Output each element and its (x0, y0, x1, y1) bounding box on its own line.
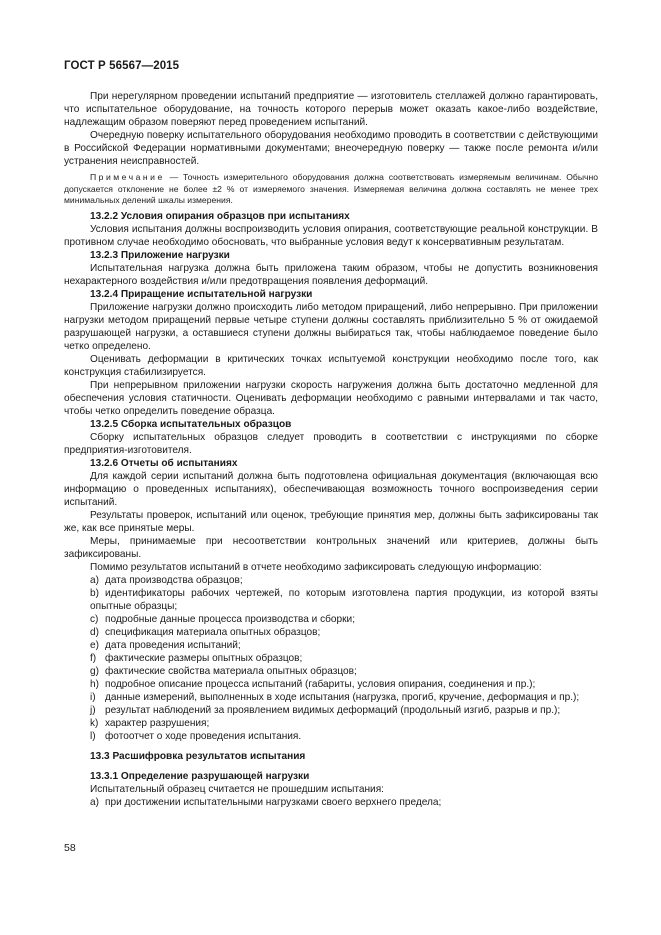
section-heading-13-2-6: 13.2.6 Отчеты об испытаниях (90, 457, 238, 469)
list-marker: d) (90, 626, 99, 638)
list-item-text: данные измерений, выполненных в ходе испытания (нагрузка, прогиб, кручение, деформация и пр.); (105, 691, 580, 703)
list-item-text: при достижении испытательными нагрузками своего верхнего предела; (105, 796, 442, 808)
list-item (64, 691, 598, 704)
list-marker: f) (90, 652, 97, 664)
paragraph: Испытательный образец считается не прошедшим испытания: (90, 783, 384, 795)
paragraph: Для каждой серии испытаний должна быть подготовлена официальная документация (включающая всю информацию о проведенных испытаниях), обеспечивающая возможность точного воспроизведения серии испытаний. (64, 470, 598, 508)
list-item (64, 796, 598, 809)
list-item-text: фактические размеры опытных образцов; (105, 652, 303, 664)
list-item (64, 639, 598, 652)
list-item (64, 730, 598, 743)
paragraph: Приложение нагрузки должно происходить либо методом приращений, либо непрерывно. При приложении нагрузки методом приращений первые четыре ступени должны составлять приблизительно 5 % от ожидаемой разрушающей нагрузки, а оставшиеся ступени должны выбираться так, чтобы наблюдаемое поведение было четко определено. (64, 301, 598, 352)
paragraph: Меры, принимаемые при несоответствии контрольных значений или критериев, должны быть зафиксированы. (64, 535, 598, 560)
document-header: ГОСТ Р 56567—2015 (64, 60, 180, 72)
list-item (64, 613, 598, 626)
section-heading-13-2-2: 13.2.2 Условия опирания образцов при испытаниях (90, 210, 350, 222)
page-number: 58 (64, 842, 76, 854)
list-marker: l) (90, 730, 96, 742)
report-info-list (64, 574, 598, 743)
list-item (64, 665, 598, 678)
list-item-text: характер разрушения; (105, 717, 210, 729)
list-item-text: дата проведения испытаний; (105, 639, 241, 651)
list-marker: a) (90, 574, 99, 586)
list-marker: a) (90, 796, 99, 808)
list-item-text: фотоотчет о ходе проведения испытания. (105, 730, 302, 742)
list-item (64, 704, 598, 717)
list-item (64, 717, 598, 730)
section-heading-13-2-3: 13.2.3 Приложение нагрузки (90, 249, 230, 261)
paragraph: Условия испытания должны воспроизводить условия опирания, соответствующие реальной конструкции. В противном случае необходимо обосновать, что выбранные условия ведут к консервативным результатам. (64, 223, 598, 248)
list-item-text: результат наблюдений за проявлением видимых деформаций (продольный изгиб, разрыв и пр.); (105, 704, 561, 716)
paragraph: Очередную поверку испытательного оборудования необходимо проводить в соответствии с действующими в Российской Федерации нормативными документами; внеочередную поверку — также после ремонта и/или устранения неисправностей. (64, 130, 598, 167)
section-heading-13-2-5: 13.2.5 Сборка испытательных образцов (90, 418, 292, 430)
note (64, 172, 598, 207)
paragraph: Сборку испытательных образцов следует проводить в соответствии с инструкциями по сборке предприятия-изготовителя. (64, 431, 598, 456)
list-marker: e) (90, 639, 99, 651)
list-marker: i) (90, 691, 96, 703)
list-item-text: спецификация материала опытных образцов; (105, 626, 321, 638)
list-marker: c) (90, 613, 99, 625)
list-item-text: подробные данные процесса производства и сборки; (105, 613, 355, 625)
note-label: Примечание (90, 172, 165, 182)
paragraph: При нерегулярном проведении испытаний предприятие — изготовитель стеллажей должно гарантировать, что испытательное оборудование, на точность которого перерыв может оказать какое-либо воздействие, надлежащим образом поверяют перед проведением испытаний. (64, 91, 598, 128)
list-item (64, 652, 598, 665)
section-heading-13-3-1: 13.3.1 Определение разрушающей нагрузки (90, 770, 310, 782)
list-marker: b) (90, 587, 99, 599)
note-text: — Точность измерительного оборудования должна соответствовать измеряемым величинам. Обычно допускается отклонение не более ±2 % от измеряемого значения. Измеряемая величина должна составлять не менее трех минимальных делений шкалы измерения. (64, 172, 598, 205)
list-marker: h) (90, 678, 99, 690)
section-heading-13-2-4: 13.2.4 Приращение испытательной нагрузки (90, 288, 313, 300)
list-item-text: дата производства образцов; (105, 574, 243, 586)
list-item (64, 626, 598, 639)
list-marker: g) (90, 665, 99, 677)
paragraph: При непрерывном приложении нагрузки скорость нагружения должна быть достаточно медленной для обеспечения условия статичности. Оценивать деформации необходимо с равными интервалами и так часто, чтобы четко определить поведение образца. (64, 379, 598, 417)
paragraph: Испытательная нагрузка должна быть приложена таким образом, чтобы не допустить возникновения нехарактерного воздействия и/или предотвращения появления деформаций. (64, 262, 598, 287)
paragraph: Результаты проверок, испытаний или оценок, требующие принятия мер, должны быть зафиксированы так же, как все принятые меры. (64, 509, 598, 534)
list-item-text: идентификаторы рабочих чертежей, по которым изготовлена партия продукции, из которой взяты опытные образцы; (90, 587, 598, 612)
list-item-text: фактические свойства материала опытных образцов; (105, 665, 357, 677)
paragraph: Помимо результатов испытаний в отчете необходимо зафиксировать следующую информацию: (90, 561, 542, 573)
page-content (64, 90, 598, 809)
list-item (64, 587, 598, 613)
list-item-text: подробное описание процесса испытаний (габариты, условия опирания, соединения и пр.); (105, 678, 536, 690)
list-item (64, 678, 598, 691)
list-item (64, 574, 598, 587)
list-marker: j) (90, 704, 96, 716)
paragraph: Оценивать деформации в критических точках испытуемой конструкции необходимо после того, как конструкция стабилизируется. (64, 353, 598, 378)
section-heading-13-3: 13.3 Расшифровка результатов испытания (90, 750, 306, 762)
list-marker: k) (90, 717, 99, 729)
